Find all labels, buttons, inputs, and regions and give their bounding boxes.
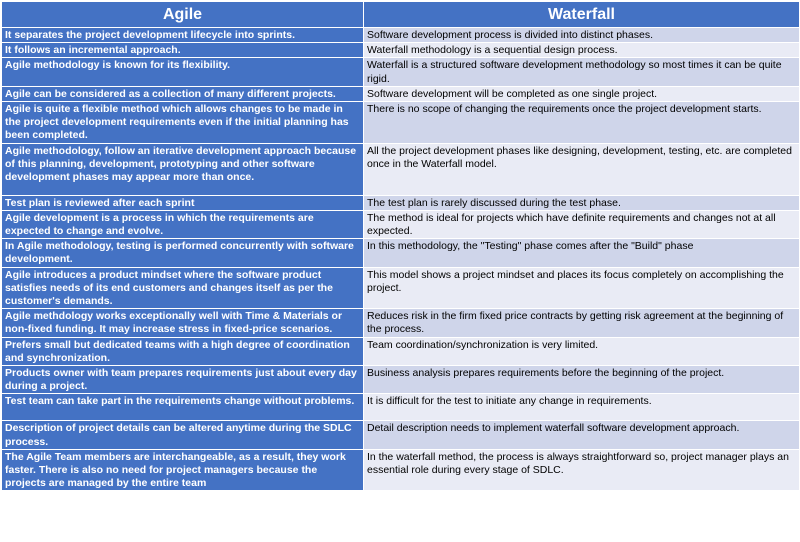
- table-row: [2, 366, 800, 394]
- waterfall-cell: Waterfall methodology is a sequential design process.: [364, 43, 800, 58]
- waterfall-cell: The method is ideal for projects which have definite requirements and changes not at all expected.: [364, 210, 800, 238]
- agile-cell: Agile is quite a flexible method which allows changes to be made in the project development requirements even if the initial planning has been completed.: [2, 102, 364, 144]
- waterfall-cell: The test plan is rarely discussed during the test phase.: [364, 195, 800, 210]
- table-row: [2, 143, 800, 195]
- agile-cell: Prefers small but dedicated teams with a high degree of coordination and synchronization.: [2, 337, 364, 365]
- table-row: [2, 43, 800, 58]
- agile-cell: Agile methdology works exceptionally well with Time & Materials or non-fixed funding. It may increase stress in fixed-price scenarios.: [2, 309, 364, 337]
- agile-cell: It follows an incremental approach.: [2, 43, 364, 58]
- waterfall-cell: This model shows a project mindset and places its focus completely on accomplishing the project.: [364, 267, 800, 309]
- agile-cell: Products owner with team prepares requirements just about every day during a project.: [2, 366, 364, 394]
- table-row: [2, 210, 800, 238]
- waterfall-cell: Detail description needs to implement waterfall software development approach.: [364, 421, 800, 449]
- table-row: [2, 28, 800, 43]
- table-row: [2, 58, 800, 86]
- agile-cell: Agile can be considered as a collection of many different projects.: [2, 86, 364, 101]
- header-row: [2, 2, 800, 28]
- table-row: [2, 239, 800, 267]
- agile-cell: Agile methodology, follow an iterative development approach because of this planning, development, prototyping and other software development phases may appear more than once.: [2, 143, 364, 195]
- agile-cell: Test team can take part in the requirements change without problems.: [2, 394, 364, 421]
- agile-cell: The Agile Team members are interchangeable, as a result, they work faster. There is also no need for project managers because the projects are managed by the entire team: [2, 449, 364, 491]
- agile-cell: It separates the project development lifecycle into sprints.: [2, 28, 364, 43]
- waterfall-cell: Reduces risk in the firm fixed price contracts by getting risk agreement at the beginning of the process.: [364, 309, 800, 337]
- table-row: [2, 394, 800, 421]
- table-row: [2, 337, 800, 365]
- waterfall-cell: All the project development phases like designing, development, testing, etc. are completed once in the Waterfall model.: [364, 143, 800, 195]
- waterfall-cell: It is difficult for the test to initiate any change in requirements.: [364, 394, 800, 421]
- table-body: [2, 28, 800, 491]
- waterfall-cell: Business analysis prepares requirements before the beginning of the project.: [364, 366, 800, 394]
- table-row: [2, 195, 800, 210]
- table-row: [2, 421, 800, 449]
- waterfall-cell: In this methodology, the "Testing" phase comes after the "Build" phase: [364, 239, 800, 267]
- waterfall-cell: Waterfall is a structured software development methodology so most times it can be quite rigid.: [364, 58, 800, 86]
- table-row: [2, 86, 800, 101]
- waterfall-cell: Software development process is divided into distinct phases.: [364, 28, 800, 43]
- agile-cell: Test plan is reviewed after each sprint: [2, 195, 364, 210]
- waterfall-cell: Team coordination/synchronization is very limited.: [364, 337, 800, 365]
- header-waterfall: Waterfall: [364, 2, 800, 28]
- waterfall-cell: In the waterfall method, the process is always straightforward so, project manager plays an essential role during every stage of SDLC.: [364, 449, 800, 491]
- comparison-table: [1, 1, 800, 491]
- table-row: [2, 102, 800, 144]
- table-row: [2, 267, 800, 309]
- agile-cell: Description of project details can be altered anytime during the SDLC process.: [2, 421, 364, 449]
- agile-cell: Agile introduces a product mindset where the software product satisfies needs of its end customers and changes itself as per the customer's demands.: [2, 267, 364, 309]
- waterfall-cell: There is no scope of changing the requirements once the project development starts.: [364, 102, 800, 144]
- agile-cell: Agile methodology is known for its flexibility.: [2, 58, 364, 86]
- waterfall-cell: Software development will be completed as one single project.: [364, 86, 800, 101]
- table-row: [2, 449, 800, 491]
- agile-cell: Agile development is a process in which the requirements are expected to change and evolve.: [2, 210, 364, 238]
- table-row: [2, 309, 800, 337]
- header-agile: Agile: [2, 2, 364, 28]
- agile-cell: In Agile methodology, testing is performed concurrently with software development.: [2, 239, 364, 267]
